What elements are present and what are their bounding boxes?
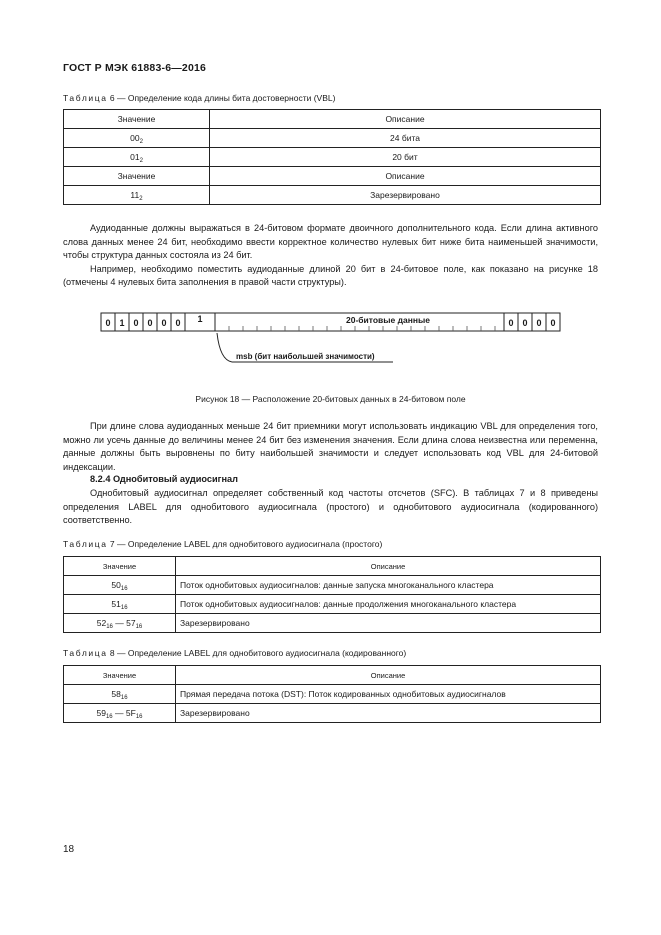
- data-label: 20-битовые данные: [346, 315, 430, 325]
- table6-desc-cell: Описание: [210, 167, 601, 186]
- value-text: 57: [126, 618, 136, 628]
- table-header-row: [64, 557, 601, 576]
- table7-desc-cell: Поток однобитовых аудиосигналов: данные продолжения многоканального кластера: [176, 595, 601, 614]
- bit-label: 1: [197, 314, 203, 324]
- table7: [63, 556, 601, 633]
- table6-col-desc: Описание: [210, 110, 601, 129]
- table8-col-value: Значение: [64, 666, 176, 685]
- bit-label: 1: [119, 318, 125, 328]
- value-subscript: 2: [139, 139, 143, 145]
- table8-caption-prefix: Таблица: [63, 648, 108, 658]
- msb-label: msb (бит наибольшей значимости): [236, 352, 375, 361]
- bit-field-frame: [101, 313, 560, 331]
- value-text: 52: [96, 618, 107, 628]
- figure18-caption: Рисунок 18 — Расположение 20-битовых данных в 24-битовом поле: [195, 394, 466, 404]
- table-row: [64, 704, 601, 723]
- table8-value-cell: $59_{16}$ — $5F_{16}$: [64, 704, 176, 723]
- table7-desc-cell: Зарезервировано: [176, 614, 601, 633]
- value-subscript: 16: [135, 714, 143, 720]
- bit-label: 0: [175, 318, 181, 328]
- page-number: 18: [63, 844, 75, 855]
- value-text: 59: [96, 708, 106, 718]
- value-subscript: 16: [120, 605, 128, 611]
- bit-label: 0: [147, 318, 153, 328]
- value-subscript: 2: [139, 158, 143, 164]
- value-text: 01: [130, 152, 140, 162]
- paragraph: Однобитовый аудиосигнал определяет собственный код частоты отсчетов (SFC). В таблицах 7 и 8 приведены определения LABEL для однобитового аудиосигнала (простого) и однобитового аудиосигнала (кодированного) соответственно.: [63, 488, 598, 525]
- table6-caption-text: 6 — Определение кода длины бита достоверности (VBL): [107, 93, 336, 103]
- table7-desc-cell: Поток однобитовых аудиосигналов: данные запуска многоканального кластера: [176, 576, 601, 595]
- paragraph-block-2: [63, 420, 598, 474]
- table8-caption-text: 8 — Определение LABEL для однобитового аудиосигнала (кодированного): [107, 648, 407, 658]
- bit-label: 0: [133, 318, 139, 328]
- value-text: 00: [130, 133, 140, 143]
- value-subscript: 16: [120, 695, 128, 701]
- table-row: [64, 595, 601, 614]
- section-title: 8.2.4 Однобитовый аудиосигнал: [90, 474, 238, 484]
- table6-col-value: Значение: [64, 110, 210, 129]
- bit-field: [101, 313, 560, 362]
- table6-desc-cell: 20 бит: [210, 148, 601, 167]
- bit-label: 0: [522, 318, 528, 328]
- paragraph: Например, необходимо поместить аудиоданные длиной 20 бит в 24-битовое поле, как показано на рисунке 18 (отмечены 4 нулевых бита заполнения в правой части структуры).: [63, 263, 598, 287]
- table7-value-cell: [64, 576, 176, 595]
- table7-col-desc: Описание: [176, 557, 601, 576]
- table7-caption-prefix: Таблица: [63, 539, 108, 549]
- value-text: 50: [111, 580, 121, 590]
- value-subscript: 2: [139, 196, 143, 202]
- table6-desc-cell: Зарезервировано: [210, 186, 601, 205]
- bit-label: 0: [508, 318, 514, 328]
- value-subscript: 16: [135, 624, 143, 630]
- value-text: 11: [130, 190, 140, 200]
- table7-caption: [63, 539, 382, 549]
- table6-caption-prefix: Таблица: [63, 93, 108, 103]
- value-subscript: 16: [120, 586, 128, 592]
- table-row: [64, 685, 601, 704]
- bit-label: 0: [550, 318, 556, 328]
- bit-label: 0: [105, 318, 111, 328]
- table8: [63, 665, 601, 723]
- value-subscript: 16: [105, 714, 113, 720]
- table8-caption: [63, 648, 406, 658]
- paragraph: При длине слова аудиоданных меньше 24 бит приемники могут использовать индикацию VBL для определения того, можно ли усечь данные до величины менее 24 бит без изменения значения. Если длина слова неизвестна или переменна, данные должны быть выровнены по биту наибольшей значимости и следует использовать код VBL для 24-битовой индексации.: [63, 421, 598, 472]
- value-subscript: 16: [106, 624, 113, 630]
- document-header: ГОСТ Р МЭК 61883-6—2016: [63, 62, 207, 74]
- table6-value-cell: Значение: [64, 167, 210, 186]
- bit-label: 0: [536, 318, 542, 328]
- paragraph: Аудиоданные должны выражаться в 24-битовом формате двоичного дополнительного кода. Если длина активного слова данных менее 24 бит, необходимо ввести корректное количество нулевых бит ниже бита наименьшей значимости, чтобы структура данных состояла из 24 бит.: [63, 223, 598, 260]
- table8-value-cell: [64, 685, 176, 704]
- value-text: 5F: [125, 708, 136, 718]
- bit-label: 0: [161, 318, 167, 328]
- table7-caption-text: 7 — Определение LABEL для однобитового аудиосигнала (простого): [107, 539, 383, 549]
- table7-col-value: Значение: [64, 557, 176, 576]
- table7-value-cell: [64, 595, 176, 614]
- table8-col-desc: Описание: [176, 666, 601, 685]
- msb-arrow: [217, 333, 232, 362]
- table8-desc-cell: Зарезервировано: [176, 704, 601, 723]
- table-row: [64, 576, 601, 595]
- value-text: 58: [111, 689, 121, 699]
- table7-value-cell: $52_{16}$ — $57_{16}$: [64, 614, 176, 633]
- table6-desc-cell: 24 бита: [210, 129, 601, 148]
- figure18-diagram: [0, 0, 661, 420]
- table-row: [64, 614, 601, 633]
- table8-desc-cell: Прямая передача потока (DST): Поток кодированных однобитовых аудиосигналов: [176, 685, 601, 704]
- section-paragraph: [63, 487, 598, 528]
- table-header-row: [64, 666, 601, 685]
- value-text: 51: [111, 599, 121, 609]
- bit-tick-marks: [229, 326, 495, 331]
